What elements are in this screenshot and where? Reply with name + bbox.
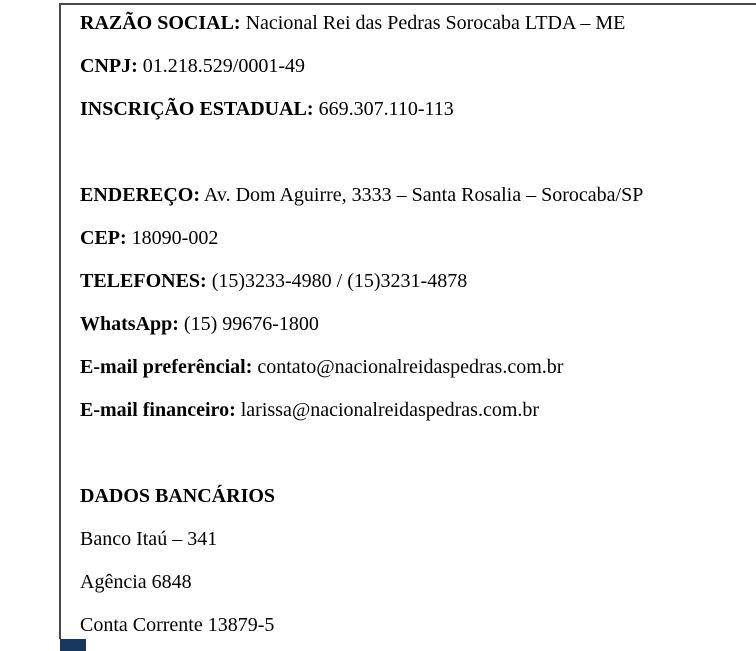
document-text-block [80, 2, 740, 647]
field-inscricao-estadual [80, 88, 740, 131]
field-telefones [80, 260, 740, 303]
field-value: contato@nacionalreidaspedras.com.br [257, 356, 564, 378]
field-value: (15)3233-4980 / (15)3231-4878 [211, 270, 468, 292]
field-value: (15) 99676-1800 [183, 313, 319, 335]
bank-section-heading [80, 475, 740, 518]
field-cep [80, 217, 740, 260]
field-value: larissa@nacionalreidaspedras.com.br [240, 399, 540, 421]
bank-heading-text: DADOS BANCÁRIOS [80, 485, 276, 507]
field-value: 669.307.110-113 [318, 98, 454, 120]
blank-line [80, 131, 740, 174]
field-label: WhatsApp: [80, 313, 179, 335]
field-email-financeiro [80, 389, 740, 432]
bank-line-banco: Banco Itaú – 341 [80, 528, 218, 550]
field-label: RAZÃO SOCIAL: [80, 12, 241, 34]
cropped-blue-element [60, 639, 86, 651]
field-whatsapp [80, 303, 740, 346]
field-endereco [80, 174, 740, 217]
field-value: 18090-002 [131, 227, 219, 249]
bank-line-agencia: Agência 6848 [80, 571, 192, 593]
field-label: ENDEREÇO: [80, 184, 201, 206]
field-label: TELEFONES: [80, 270, 207, 292]
field-label: CNPJ: [80, 55, 138, 77]
field-value: 01.218.529/0001-49 [142, 55, 305, 77]
field-razao-social [80, 2, 740, 45]
table-border-left [59, 3, 61, 639]
field-label: E-mail preferêncial: [80, 356, 253, 378]
blank-line [80, 432, 740, 475]
field-label: E-mail financeiro: [80, 399, 236, 421]
field-label: CEP: [80, 227, 127, 249]
bank-line-conta-corrente: Conta Corrente 13879-5 [80, 614, 275, 636]
field-cnpj [80, 45, 740, 88]
field-value: Av. Dom Aguirre, 3333 – Santa Rosalia – Sorocaba/SP [203, 184, 644, 206]
field-email-preferencial [80, 346, 740, 389]
field-value: Nacional Rei das Pedras Sorocaba LTDA – ME [245, 12, 626, 34]
field-label: INSCRIÇÃO ESTADUAL: [80, 98, 314, 120]
